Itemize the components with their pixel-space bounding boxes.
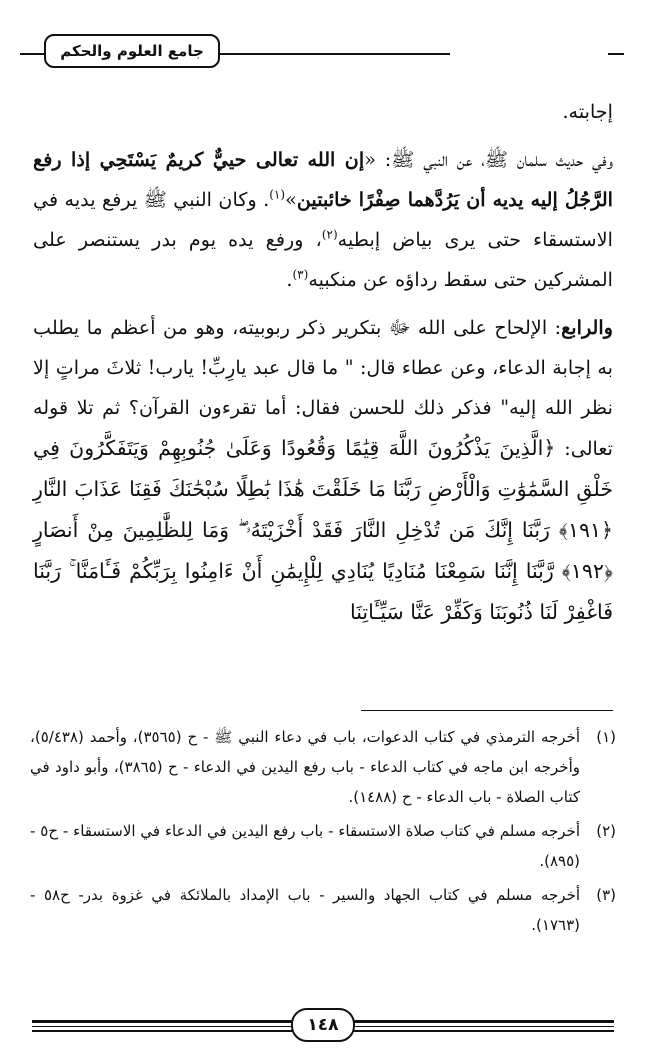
main-text (33, 92, 613, 633)
page-number: ١٤٨ (307, 1015, 339, 1035)
footnote-number: (٣) (596, 886, 616, 904)
footnote-ref-3[interactable]: (٣) (292, 267, 309, 282)
footnote-text: أخرجه الترمذي في كتاب الدعوات، باب في دعاء النبي ﷺ - ح (٣٥٦٥)، وأحمد (٥/٤٣٨)، وأخرجه ابن ماجه في كتاب الدعاء - باب رفع اليدين في الدعاء - ح (٣٨٦٥)، وأبو داود في كتاب الصلاة - باب الدعاء - ح (١٤٨٨). (30, 728, 581, 806)
footnote-ref-1[interactable]: (١) (269, 187, 286, 202)
paragraph-1-text: إجابته. (562, 100, 613, 123)
header-rule-right (608, 53, 624, 55)
hadith-text: إن الله تعالى حييٌّ كريمٌ يَسْتَحِي إذا رفع الرَّجُلُ إليه يديه أن يَرُدَّهما صِفْرًا خائبتين (33, 148, 613, 211)
book-title: جامع العلوم والحكم (60, 42, 204, 60)
footnote-3 (30, 880, 616, 940)
footnote-2 (30, 816, 616, 876)
paragraph-1 (33, 92, 613, 132)
quran-verses: ﴿الَّذِينَ يَذْكُرُونَ اللَّهَ قِيَٰمًا وَقُعُودًا وَعَلَىٰ جُنُوبِهِمْ وَيَتَفَكَّرُونَ فِي خَلْقِ السَّمَٰوَٰتِ وَالْأَرْضِ رَبَّنَا مَا خَلَقْتَ هَٰذَا بَٰطِلًا سُبْحَٰنَكَ فَقِنَا عَذَابَ النَّارِ ﴿١٩١﴾ رَبَّنَا إِنَّكَ مَن تُدْخِلِ النَّارَ فَقَدْ أَخْزَيْتَهُۥ ۖ وَمَا لِلظَّٰلِمِينَ مِنْ أَنصَارٍ ﴿١٩٢﴾ رَّبَّنَا إِنَّنَا سَمِعْنَا مُنَادِيًا يُنَادِي لِلْإِيمَٰنِ أَنْ ءَامِنُوا بِرَبِّكُمْ فَـَٔامَنَّا ۚ رَبَّنَا فَاغْفِرْ لَنَا ذُنُوبَنَا وَكَفِّرْ عَنَّا سَيِّـَٔاتِنَا (33, 436, 613, 624)
page-number-box (291, 1008, 355, 1042)
running-header (20, 36, 624, 72)
book-title-box (44, 34, 220, 68)
footnote-text: أخرجه مسلم في كتاب صلاة الاستسقاء - باب رفع اليدين في الدعاء في الاستسقاء - ح٥ - (٨٩٥). (30, 822, 580, 870)
page-footer (32, 1008, 614, 1048)
footnote-number: (٢) (596, 822, 616, 840)
p2-cont: . وكان النبي ﷺ يرفع يديه في الاستسقاء حتى يرى بياض إبطيه (33, 188, 613, 251)
p2-cont2: ، ورفع يده يوم بدر يستنصر على المشركين حتى سقط رداؤه عن منكبيه (33, 228, 613, 291)
p2-end: . (286, 268, 293, 291)
p3-lead: والرابع (561, 316, 613, 339)
footnote-number: (١) (596, 728, 616, 746)
p2-lead: وفي حديث سلمان ﷺ، عن النبي ﷺ: « (364, 148, 613, 171)
p2-quote-close: » (285, 188, 297, 211)
footnote-ref-2[interactable]: (٢) (321, 227, 338, 242)
paragraph-2 (33, 140, 613, 300)
p3-text: : الإلحاح على الله ﷻ بتكرير ذكر ربوبيته، وهو من أعظم ما يطلب به إجابة الدعاء، وعن عطاء قال: " ما قال عبد يارِبِّ! يارب! ثلاثَ مراتٍ إلا نظر الله إليه" فذكر ذلك للحسن فقال: أما تقرءون القرآن؟ ثم تلا قوله تعالى: (33, 316, 613, 460)
footnote-separator (361, 710, 613, 711)
footnote-text: أخرجه مسلم في كتاب الجهاد والسير - باب الإمداد بالملائكة في غزوة بدر- ح٥٨ - (١٧٦٣). (30, 886, 581, 934)
paragraph-3 (33, 308, 613, 633)
footnote-1 (30, 722, 616, 812)
footnotes (30, 722, 616, 944)
